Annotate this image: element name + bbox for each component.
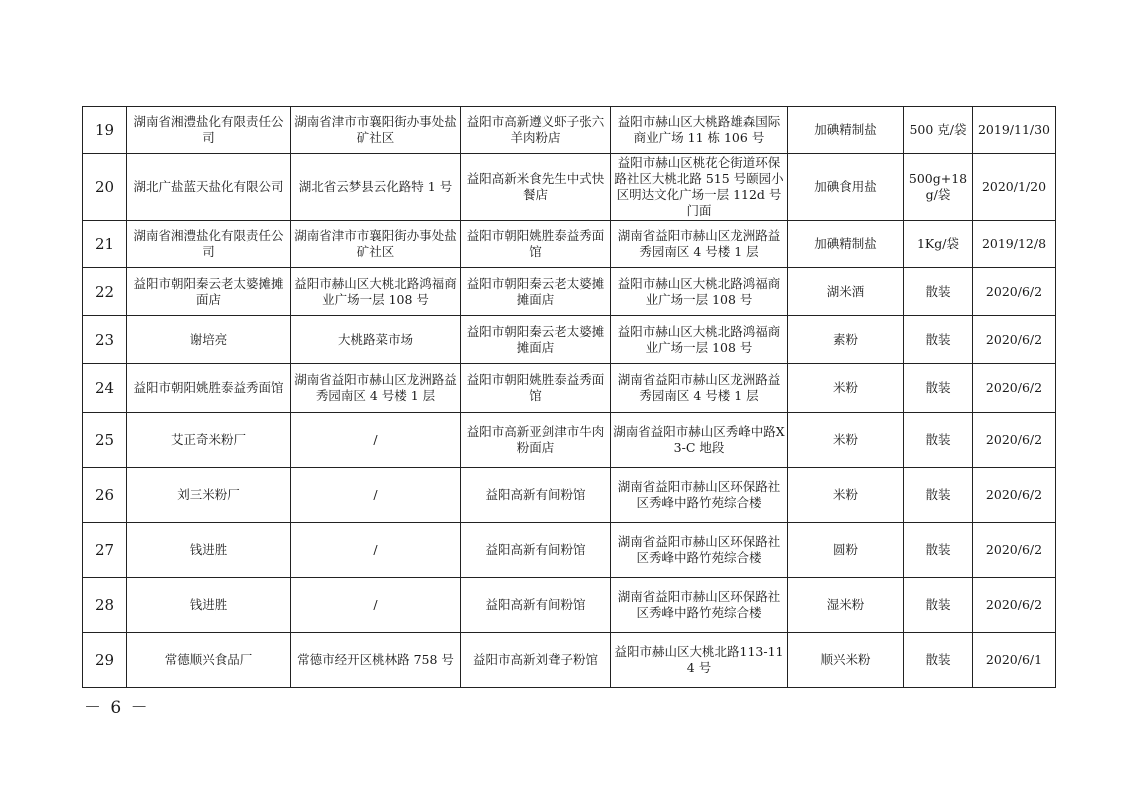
producer-address-cell: 湖南省津市市襄阳街办事处盐矿社区 (291, 107, 461, 154)
row-number-cell: 27 (83, 523, 127, 578)
row-number-cell: 29 (83, 633, 127, 688)
seller-address-cell: 湖南省益阳市赫山区环保路社区秀峰中路竹苑综合楼 (611, 578, 788, 633)
seller-name-cell: 益阳高新米食先生中式快餐店 (461, 154, 611, 221)
product-spec-cell: 500g+18g/袋 (904, 154, 973, 221)
product-name-cell: 素粉 (788, 316, 904, 364)
producer-name-cell: 益阳市朝阳姚胜泰益秀面馆 (127, 364, 291, 413)
production-date-cell: 2020/6/2 (973, 316, 1056, 364)
row-number-cell: 20 (83, 154, 127, 221)
row-number-cell: 24 (83, 364, 127, 413)
row-number-cell: 28 (83, 578, 127, 633)
seller-address-cell: 湖南省益阳市赫山区环保路社区秀峰中路竹苑综合楼 (611, 468, 788, 523)
row-number-cell: 26 (83, 468, 127, 523)
production-date-cell: 2019/12/8 (973, 221, 1056, 268)
seller-address-cell: 益阳市赫山区桃花仑街道环保路社区大桃北路 515 号颐园小区明达文化广场一层 112d 号门面 (611, 154, 788, 221)
table-row (83, 413, 1056, 468)
production-date-cell: 2020/6/2 (973, 413, 1056, 468)
product-name-cell: 加碘食用盐 (788, 154, 904, 221)
producer-address-cell: 益阳市赫山区大桃北路鸿福商业广场一层 108 号 (291, 268, 461, 316)
seller-address-cell: 湖南省益阳市赫山区秀峰中路X3-C 地段 (611, 413, 788, 468)
seller-address-cell: 益阳市赫山区大桃北路鸿福商业广场一层 108 号 (611, 268, 788, 316)
producer-address-cell: 常德市经开区桃林路 758 号 (291, 633, 461, 688)
producer-name-cell: 常德顺兴食品厂 (127, 633, 291, 688)
producer-address-cell: 湖南省津市市襄阳街办事处盐矿社区 (291, 221, 461, 268)
seller-name-cell: 益阳市朝阳姚胜泰益秀面馆 (461, 364, 611, 413)
producer-name-cell: 湖南省湘澧盐化有限责任公司 (127, 107, 291, 154)
product-spec-cell: 散装 (904, 413, 973, 468)
product-name-cell: 顺兴米粉 (788, 633, 904, 688)
product-spec-cell: 散装 (904, 468, 973, 523)
seller-name-cell: 益阳市朝阳秦云老太婆摊摊面店 (461, 316, 611, 364)
production-date-cell: 2019/11/30 (973, 107, 1056, 154)
product-spec-cell: 散装 (904, 268, 973, 316)
seller-name-cell: 益阳高新有间粉馆 (461, 523, 611, 578)
producer-name-cell: 湖北广盐蓝天盐化有限公司 (127, 154, 291, 221)
production-date-cell: 2020/6/2 (973, 523, 1056, 578)
producer-name-cell: 湖南省湘澧盐化有限责任公司 (127, 221, 291, 268)
production-date-cell: 2020/6/2 (973, 578, 1056, 633)
seller-name-cell: 益阳市高新刘聋子粉馆 (461, 633, 611, 688)
product-spec-cell: 散装 (904, 364, 973, 413)
seller-name-cell: 益阳市朝阳姚胜泰益秀面馆 (461, 221, 611, 268)
seller-address-cell: 湖南省益阳市赫山区龙洲路益秀园南区 4 号楼 1 层 (611, 364, 788, 413)
row-number-cell: 21 (83, 221, 127, 268)
table-row (83, 578, 1056, 633)
product-spec-cell: 散装 (904, 578, 973, 633)
inspection-table (82, 106, 1056, 688)
table-row (83, 221, 1056, 268)
table-body (83, 107, 1056, 688)
seller-name-cell: 益阳高新有间粉馆 (461, 578, 611, 633)
row-number-cell: 23 (83, 316, 127, 364)
seller-address-cell: 益阳市赫山区大桃路雄森国际商业广场 11 栋 106 号 (611, 107, 788, 154)
product-name-cell: 湖米酒 (788, 268, 904, 316)
producer-address-cell: / (291, 523, 461, 578)
seller-name-cell: 益阳市高新亚剑津市牛肉粉面店 (461, 413, 611, 468)
production-date-cell: 2020/6/2 (973, 364, 1056, 413)
seller-name-cell: 益阳高新有间粉馆 (461, 468, 611, 523)
producer-address-cell: 湖南省益阳市赫山区龙洲路益秀园南区 4 号楼 1 层 (291, 364, 461, 413)
production-date-cell: 2020/6/1 (973, 633, 1056, 688)
row-number-cell: 19 (83, 107, 127, 154)
product-name-cell: 圆粉 (788, 523, 904, 578)
table-row (83, 364, 1056, 413)
producer-address-cell: 湖北省云梦县云化路特 1 号 (291, 154, 461, 221)
table-row (83, 523, 1056, 578)
row-number-cell: 22 (83, 268, 127, 316)
product-name-cell: 加碘精制盐 (788, 107, 904, 154)
producer-address-cell: / (291, 413, 461, 468)
production-date-cell: 2020/6/2 (973, 268, 1056, 316)
page-number: － 6 － (84, 698, 150, 718)
seller-name-cell: 益阳市朝阳秦云老太婆摊摊面店 (461, 268, 611, 316)
table-row (83, 633, 1056, 688)
product-spec-cell: 散装 (904, 523, 973, 578)
production-date-cell: 2020/6/2 (973, 468, 1056, 523)
producer-address-cell: / (291, 578, 461, 633)
product-name-cell: 米粉 (788, 413, 904, 468)
product-spec-cell: 散装 (904, 633, 973, 688)
producer-name-cell: 艾正奇米粉厂 (127, 413, 291, 468)
producer-name-cell: 钱进胜 (127, 523, 291, 578)
product-name-cell: 湿米粉 (788, 578, 904, 633)
product-spec-cell: 1Kg/袋 (904, 221, 973, 268)
product-spec-cell: 散装 (904, 316, 973, 364)
product-name-cell: 米粉 (788, 364, 904, 413)
producer-address-cell: / (291, 468, 461, 523)
table-row (83, 316, 1056, 364)
producer-name-cell: 谢培亮 (127, 316, 291, 364)
product-spec-cell: 500 克/袋 (904, 107, 973, 154)
production-date-cell: 2020/1/20 (973, 154, 1056, 221)
seller-address-cell: 益阳市赫山区大桃北路113-114 号 (611, 633, 788, 688)
producer-name-cell: 钱进胜 (127, 578, 291, 633)
seller-address-cell: 益阳市赫山区大桃北路鸿福商业广场一层 108 号 (611, 316, 788, 364)
producer-address-cell: 大桃路菜市场 (291, 316, 461, 364)
producer-name-cell: 益阳市朝阳秦云老太婆摊摊面店 (127, 268, 291, 316)
row-number-cell: 25 (83, 413, 127, 468)
product-name-cell: 米粉 (788, 468, 904, 523)
table-row (83, 107, 1056, 154)
table-row (83, 154, 1056, 221)
table-row (83, 468, 1056, 523)
producer-name-cell: 刘三米粉厂 (127, 468, 291, 523)
seller-address-cell: 湖南省益阳市赫山区环保路社区秀峰中路竹苑综合楼 (611, 523, 788, 578)
seller-address-cell: 湖南省益阳市赫山区龙洲路益秀园南区 4 号楼 1 层 (611, 221, 788, 268)
table-row (83, 268, 1056, 316)
product-name-cell: 加碘精制盐 (788, 221, 904, 268)
seller-name-cell: 益阳市高新遵义虾子张六羊肉粉店 (461, 107, 611, 154)
